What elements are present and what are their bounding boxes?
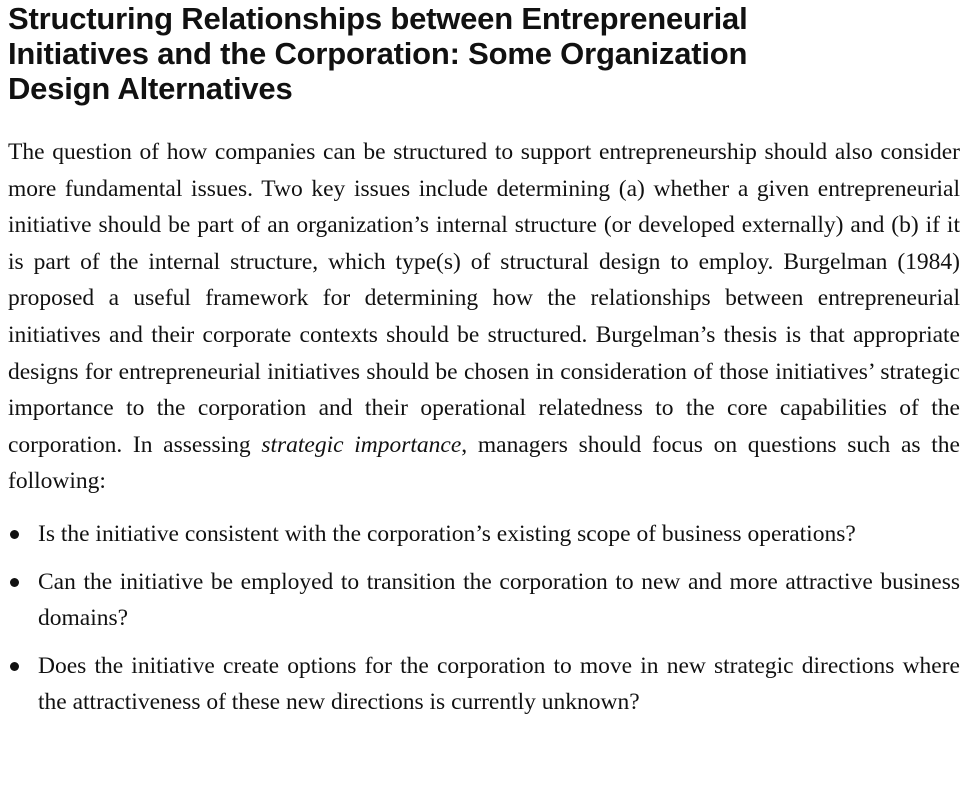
bullet-dot-icon	[10, 662, 19, 671]
list-item-text: Does the initiative create options for the corporation to move in new strategic directions where the attractiveness of these new directions is currently unknown?	[38, 652, 960, 716]
heading-line-2: Initiatives and the Corporation: Some Organization	[8, 36, 748, 71]
document-page	[8, 0, 960, 732]
heading-line-1: Structuring Relationships between Entrepreneurial	[8, 1, 748, 36]
list-item-text: Can the initiative be employed to transition the corporation to new and more attractive business domains?	[38, 568, 960, 632]
strategic-importance-emphasis: strategic importance	[261, 431, 462, 458]
bullet-dot-icon	[10, 578, 19, 587]
list-item	[8, 516, 960, 553]
intro-paragraph	[8, 134, 960, 500]
intro-text-end: , managers should focus on questions such as the following:	[8, 431, 960, 495]
section-heading	[8, 0, 960, 106]
list-item-text: Is the initiative consistent with the corporation’s existing scope of business operations?	[38, 520, 856, 547]
list-item	[8, 564, 960, 637]
heading-line-3: Design Alternatives	[8, 71, 293, 106]
intro-text-start: The question of how companies can be structured to support entrepreneurship should also consider more fundamental issues. Two key issues include determining (a) whether a given entrepreneurial initiative should be part of an organization’s internal structure (or developed externally) and (b) if it is part of the internal structure, which type(s) of structural design to employ. Burgelman (1984) proposed a useful framework for determining how the relationships between entrepreneurial initiatives and their corporate contexts should be structured. Burgelman’s thesis is that appropriate designs for entrepreneurial initiatives should be chosen in consideration of those initiatives’ strategic importance to the corporation and their operational relatedness to the core capabilities of the corporation. In assessing	[8, 139, 960, 458]
question-list	[8, 516, 960, 721]
list-item	[8, 648, 960, 721]
bullet-dot-icon	[10, 530, 19, 539]
